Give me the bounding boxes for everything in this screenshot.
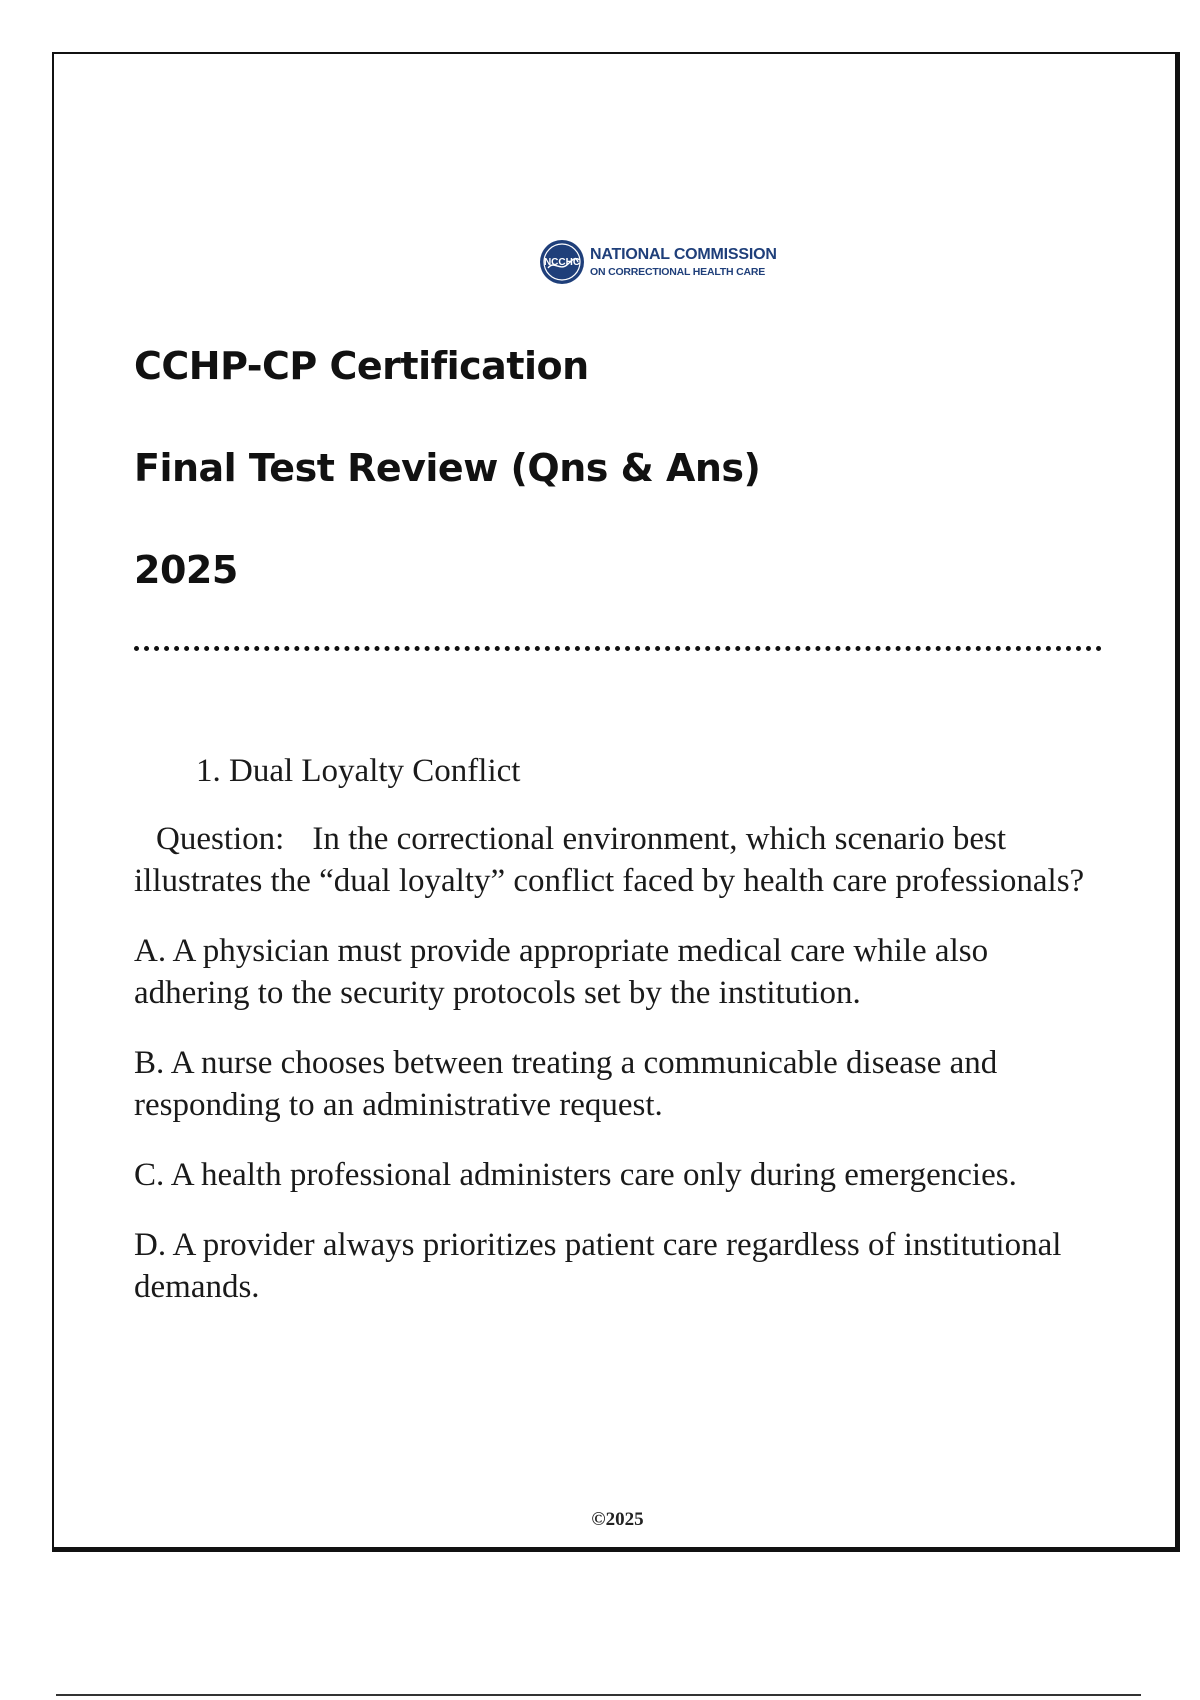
ncchc-emblem-icon	[538, 238, 586, 286]
answer-option-d: D. A provider always prioritizes patient care regardless of institutional demands.	[134, 1227, 1062, 1305]
question-block	[134, 750, 1094, 1336]
ncchc-logo	[538, 238, 777, 286]
answer-option-a: A. A physician must provide appropriate medical care while also adhering to the security protocols set by the institution.	[134, 933, 989, 1011]
question-label: Question:	[156, 821, 285, 857]
question-body: In the correctional environment, which scenario best illustrates the “dual loyalty” conflict faced by health care professionals?	[134, 821, 1085, 899]
document-subtitle: Final Test Review (Qns & Ans)	[134, 446, 761, 490]
bottom-rule	[56, 1694, 1141, 1696]
dotted-divider	[134, 646, 1102, 651]
svg-text:NCCHC: NCCHC	[543, 257, 581, 268]
question-number: 1.	[196, 753, 221, 789]
answer-option-b: B. A nurse chooses between treating a communicable disease and responding to an administrative request.	[134, 1045, 998, 1123]
answer-option-c: C. A health professional administers care only during emergencies.	[134, 1157, 1017, 1193]
document-title: CCHP-CP Certification	[134, 344, 589, 388]
logo-line2: ON CORRECTIONAL HEALTH CARE	[590, 265, 766, 278]
copyright-footer: ©2025	[591, 1509, 644, 1530]
document-year: 2025	[134, 548, 238, 592]
logo-line1: NATIONAL COMMISSION	[590, 245, 777, 263]
question-text	[134, 818, 1094, 902]
question-heading	[134, 750, 1094, 792]
question-topic: Dual Loyalty Conflict	[229, 753, 521, 789]
